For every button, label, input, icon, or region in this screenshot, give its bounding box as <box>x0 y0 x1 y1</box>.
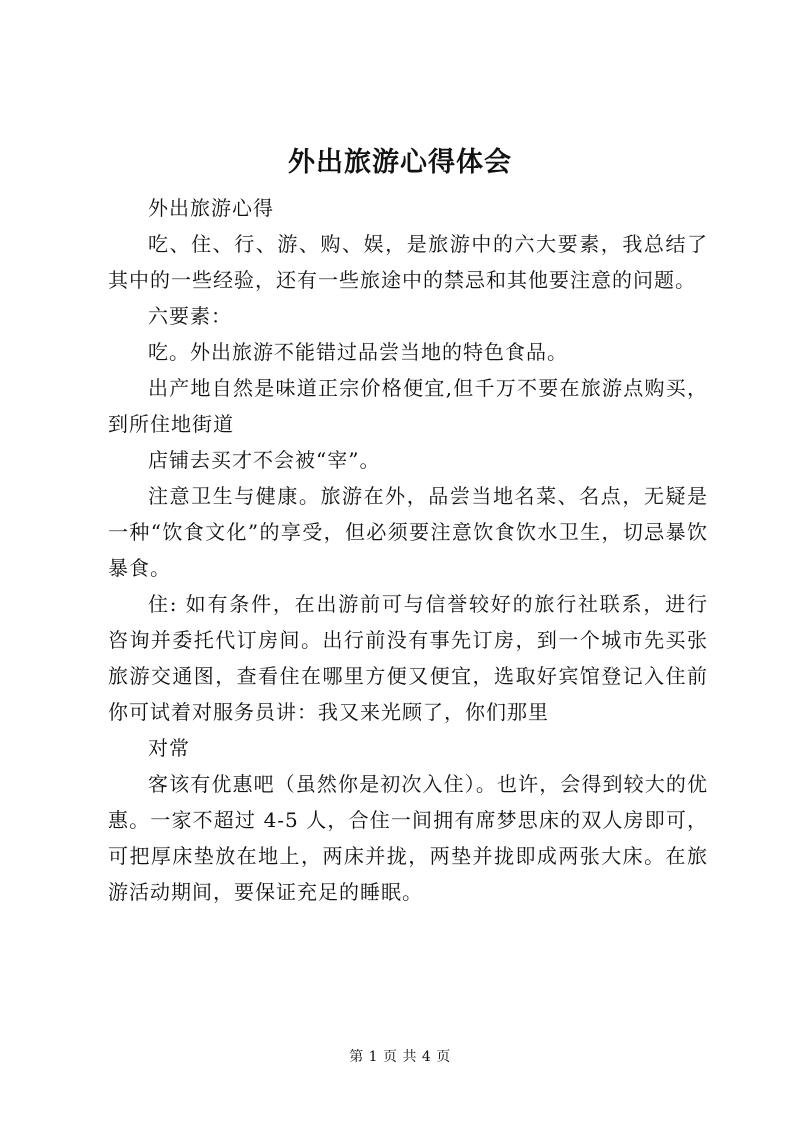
document-body <box>108 190 708 910</box>
paragraph: 吃。外出旅游不能错过品尝当地的特色食品。 <box>148 340 568 364</box>
document-title: 外出旅游心得体会 <box>288 147 512 178</box>
paragraph: 对常 <box>148 736 190 760</box>
paragraph: 出产地自然是味道正宗价格便宜,但千万不要在旅游点购买，到所住地街道 <box>108 376 708 436</box>
page-footer: 第 1 页 共 4 页 <box>349 1049 451 1065</box>
paragraph: 住: 如有条件，在出游前可与信誉较好的旅行社联系，进行咨询并委托代订房间。出行前没有事先订房，到一个城市先买张旅游交通图，查看住在哪里方便又便宜，选取好宾馆登记入住前你可试着对服务员讲：我又来光顾了，你们那里 <box>108 592 708 724</box>
paragraph: 注意卫生与健康。旅游在外，品尝当地名菜、名点，无疑是一种“饮食文化”的享受，但必须要注意饮食饮水卫生，切忌暴饮暴食。 <box>108 484 708 580</box>
paragraph: 外出旅游心得 <box>148 196 274 220</box>
paragraph: 六要素： <box>148 304 232 328</box>
paragraph: 客该有优惠吧（虽然你是初次入住）。也许，会得到较大的优惠。一家不超过 4-5 人，合住一间拥有席梦思床的双人房即可，可把厚床垫放在地上，两床并拢，两垫并拢即成两张大床。在旅游活动期间，要保证充足的睡眠。 <box>108 772 708 904</box>
paragraph: 店铺去买才不会被“宰”。 <box>148 448 381 472</box>
paragraph: 吃、住、行、游、购、娱，是旅游中的六大要素，我总结了其中的一些经验，还有一些旅途中的禁忌和其他要注意的问题。 <box>108 232 708 292</box>
